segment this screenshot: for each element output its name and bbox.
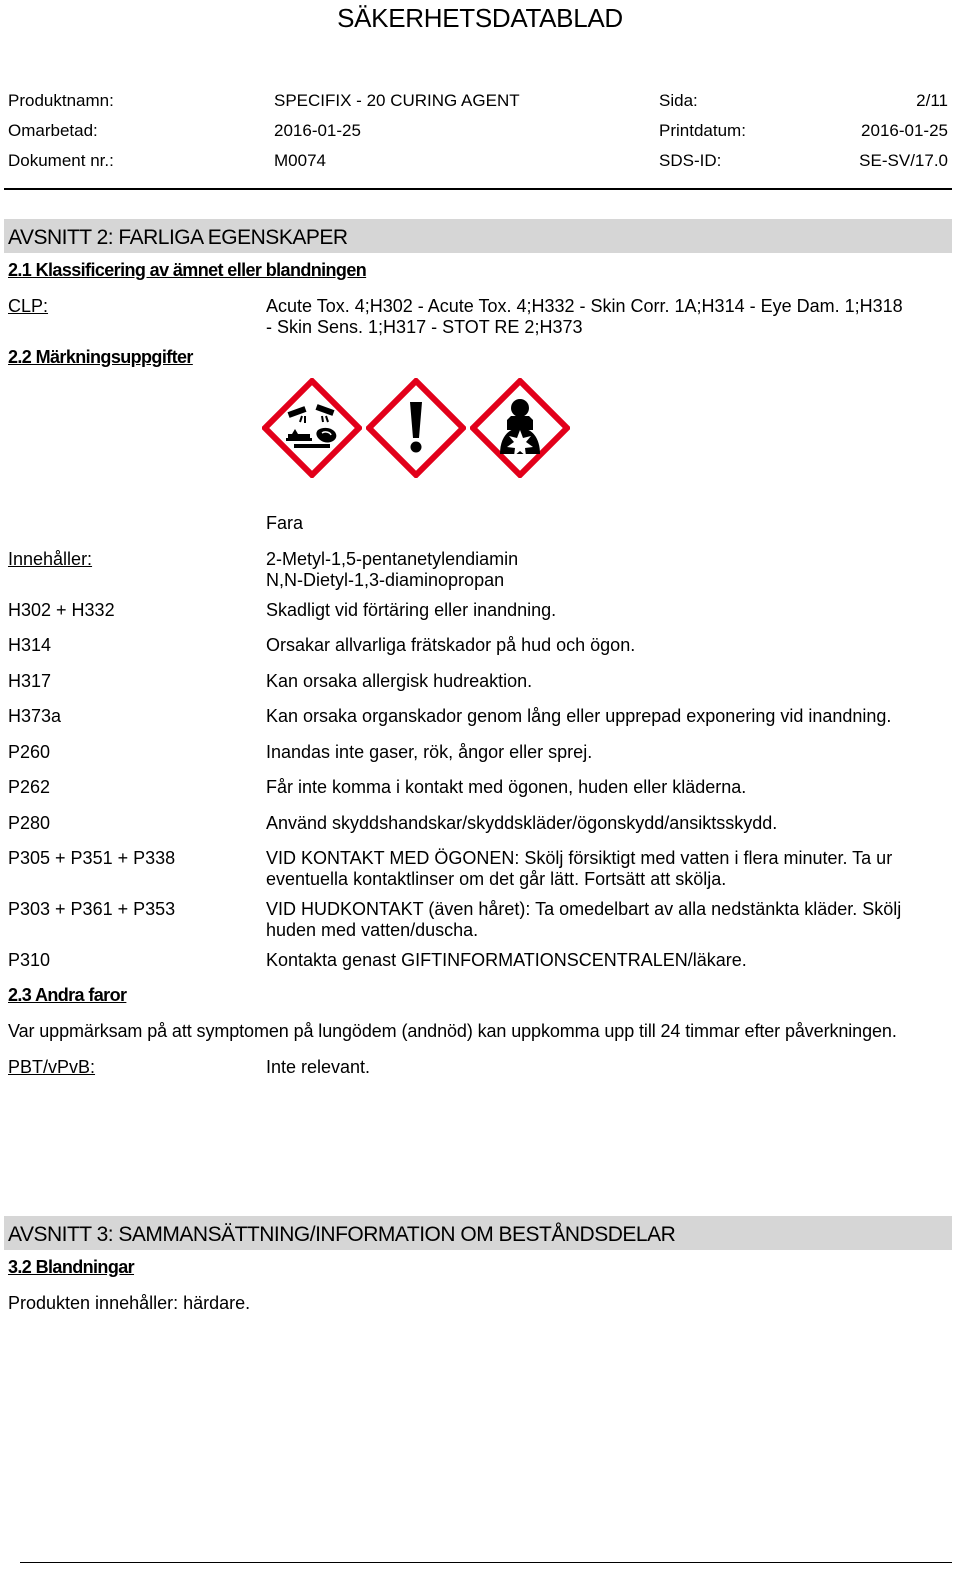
statement-code: P303 + P361 + P353 bbox=[8, 899, 176, 919]
statement-code: P280 bbox=[8, 813, 51, 833]
section-2-title: AVSNITT 2: FARLIGA EGENSKAPER bbox=[8, 226, 348, 249]
statement-text: Får inte komma i kontakt med ögonen, huden eller kläderna. bbox=[266, 777, 747, 797]
other-hazards-text: Var uppmärksam på att symptomen på lungödem (andnöd) kan uppkomma upp till 24 timmar efter påverkningen. bbox=[8, 1021, 897, 1041]
page-value: 2/11 bbox=[916, 91, 948, 110]
statement-text: Inandas inte gaser, rök, ångor eller sprej. bbox=[266, 742, 593, 762]
section-2-bar bbox=[4, 219, 952, 253]
statement-code: P260 bbox=[8, 742, 51, 762]
statement-text: Kontakta genast GIFTINFORMATIONSCENTRALEN/läkare. bbox=[266, 950, 747, 970]
statement-code: P262 bbox=[8, 777, 51, 797]
subsection-2-3-heading: 2.3 Andra faror bbox=[8, 985, 127, 1005]
print-date-value: 2016-01-25 bbox=[861, 121, 948, 140]
page-label: Sida: bbox=[659, 91, 698, 110]
mixture-text: Produkten innehåller: härdare. bbox=[8, 1293, 251, 1313]
subsection-2-2-heading: 2.2 Märkningsuppgifter bbox=[8, 347, 193, 367]
product-name-label: Produktnamn: bbox=[8, 91, 114, 110]
document-number-value: M0074 bbox=[274, 151, 326, 170]
statement-text: Kan orsaka organskador genom lång eller upprepad exponering vid inandning. bbox=[266, 706, 892, 726]
revised-label: Omarbetad: bbox=[8, 121, 98, 140]
document-number-label: Dokument nr.: bbox=[8, 151, 114, 170]
statement-text: Kan orsaka allergisk hudreaktion. bbox=[266, 671, 533, 691]
document-title: SÄKERHETSDATABLAD bbox=[337, 3, 623, 33]
health-hazard-icon bbox=[470, 378, 570, 478]
statement-text: Använd skyddshandskar/skyddskläder/ögonskydd/ansiktsskydd. bbox=[266, 813, 778, 833]
statement-code: H314 bbox=[8, 635, 52, 655]
sds-id-value: SE-SV/17.0 bbox=[859, 151, 948, 170]
statement-text: Skadligt vid förtäring eller inandning. bbox=[266, 600, 557, 620]
statement-code: H373a bbox=[8, 706, 62, 726]
corrosion-icon bbox=[262, 378, 362, 478]
statement-text: Orsakar allvarliga frätskador på hud och ögon. bbox=[266, 635, 636, 655]
signal-word: Fara bbox=[266, 513, 304, 533]
pbt-value: Inte relevant. bbox=[266, 1057, 371, 1077]
statement-code: P305 + P351 + P338 bbox=[8, 848, 176, 868]
statement-text: VID HUDKONTAKT (även håret): Ta omedelbart av alla nedstänkta kläder. Skölj huden med vatten/duscha. bbox=[266, 899, 902, 940]
exclamation-mark-icon bbox=[366, 378, 466, 478]
statement-code: P310 bbox=[8, 950, 51, 970]
footer-divider bbox=[20, 1562, 952, 1563]
revised-value: 2016-01-25 bbox=[274, 121, 361, 140]
section-3-title: AVSNITT 3: SAMMANSÄTTNING/INFORMATION OM BESTÅNDSDELAR bbox=[8, 1223, 676, 1246]
section-3-bar bbox=[4, 1216, 952, 1250]
subsection-2-1-heading: 2.1 Klassificering av ämnet eller blandningen bbox=[8, 260, 367, 280]
sds-id-label: SDS-ID: bbox=[659, 151, 722, 170]
statement-text: VID KONTAKT MED ÖGONEN: Skölj försiktigt med vatten i flera minuter. Ta ur eventuella kontaktlinser om det går lätt. Fortsätt att skölja. bbox=[266, 848, 893, 889]
print-date-label: Printdatum: bbox=[659, 121, 746, 140]
pbt-label: PBT/vPvB: bbox=[8, 1057, 96, 1077]
statement-code: H317 bbox=[8, 671, 52, 691]
clp-value: Acute Tox. 4;H302 - Acute Tox. 4;H332 - Skin Corr. 1A;H314 - Eye Dam. 1;H318 - Skin Sens. 1;H317 - STOT RE 2;H373 bbox=[266, 296, 903, 337]
product-name-value: SPECIFIX - 20 CURING AGENT bbox=[274, 91, 520, 110]
subsection-3-2-heading: 3.2 Blandningar bbox=[8, 1257, 135, 1277]
header-divider bbox=[4, 188, 952, 190]
contains-value: 2-Metyl-1,5-pentanetylendiamin N,N-Dietyl-1,3-diaminopropan bbox=[266, 549, 519, 590]
statement-code: H302 + H332 bbox=[8, 600, 115, 620]
clp-label: CLP: bbox=[8, 296, 49, 316]
contains-label: Innehåller: bbox=[8, 549, 93, 569]
